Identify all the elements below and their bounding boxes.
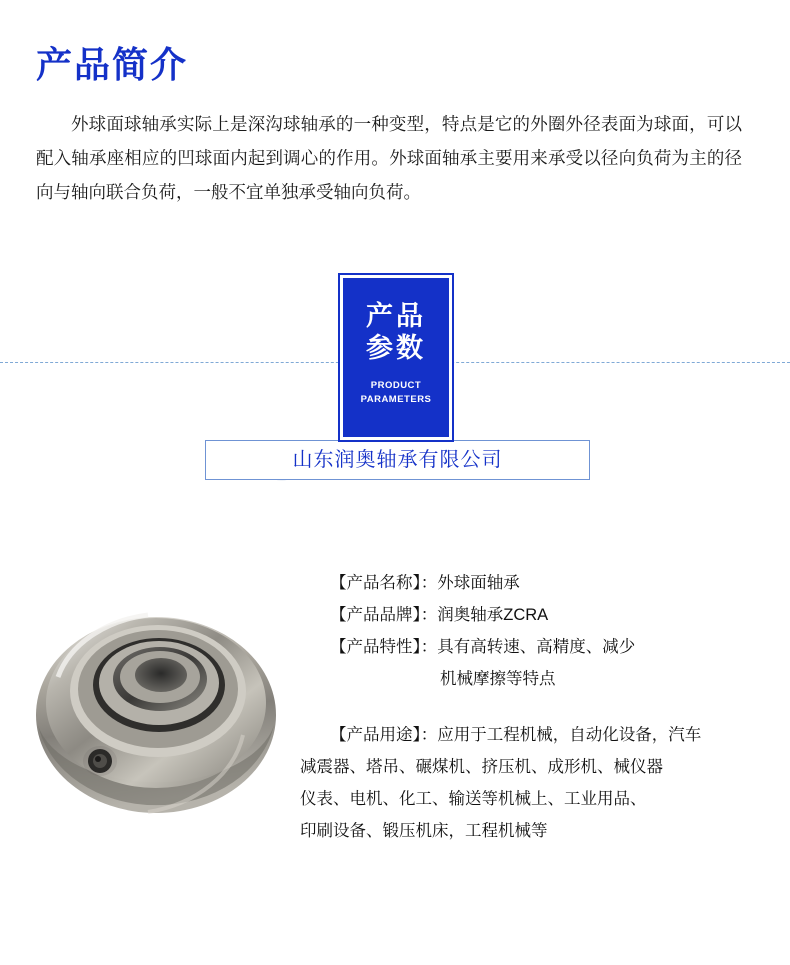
spec-value-features: 具有高转速、高精度、减少 bbox=[437, 638, 636, 657]
intro-paragraph: 外球面球轴承实际上是深沟球轴承的一种变型，特点是它的外圈外径表面为球面，可以配入轴承座相应的凹球面内起到调心的作用。外球面轴承主要用来承受以径向负荷为主的径向与轴向联合负荷，一般不宜单独承受轴向负荷。 bbox=[36, 113, 742, 202]
spec-row-name bbox=[330, 567, 770, 599]
spec-label-brand: 【产品品牌】： bbox=[330, 606, 438, 625]
page-title: 产品简介 bbox=[36, 44, 189, 85]
company-name-bar bbox=[205, 440, 590, 480]
usage-row-first bbox=[300, 719, 770, 751]
parameters-badge-en-line2: PARAMETERS bbox=[360, 394, 432, 405]
parameters-badge bbox=[340, 275, 452, 440]
bearing-product-image bbox=[28, 585, 298, 835]
parameters-badge-line1: 产品 bbox=[366, 300, 426, 331]
spec-value-brand: 润奥轴承ZCRA bbox=[437, 606, 549, 625]
usage-line-4: 印刷设备、锻压机床，工程机械等 bbox=[300, 822, 548, 841]
spec-value-name: 外球面轴承 bbox=[437, 573, 520, 592]
usage-label: 【产品用途】： bbox=[330, 725, 438, 744]
spec-label-name: 【产品名称】： bbox=[330, 573, 438, 592]
spec-value-features-cont: 机械摩擦等特点 bbox=[440, 670, 556, 689]
product-usage-block bbox=[300, 719, 770, 848]
usage-line-2: 减震器、塔吊、碾煤机、挤压机、成形机、械仪器 bbox=[300, 758, 663, 777]
product-parameters-banner bbox=[0, 265, 790, 515]
product-details-block bbox=[0, 567, 790, 897]
spec-row-features bbox=[330, 631, 770, 663]
bearing-illustration-icon bbox=[28, 585, 298, 835]
usage-line-3: 仪表、电机、化工、输送等机械上、工业用品、 bbox=[300, 790, 647, 809]
product-spec-list bbox=[330, 567, 770, 696]
intro-section bbox=[0, 0, 790, 209]
parameters-badge-en-line1: PRODUCT bbox=[370, 379, 422, 391]
spec-row-brand bbox=[330, 599, 770, 631]
spec-label-features: 【产品特性】： bbox=[330, 638, 438, 657]
company-name: 山东润奥轴承有限公司 bbox=[292, 448, 503, 471]
parameters-badge-line2: 参数 bbox=[366, 333, 426, 364]
usage-line-1: 应用于工程机械，自动化设备，汽车 bbox=[437, 725, 702, 744]
